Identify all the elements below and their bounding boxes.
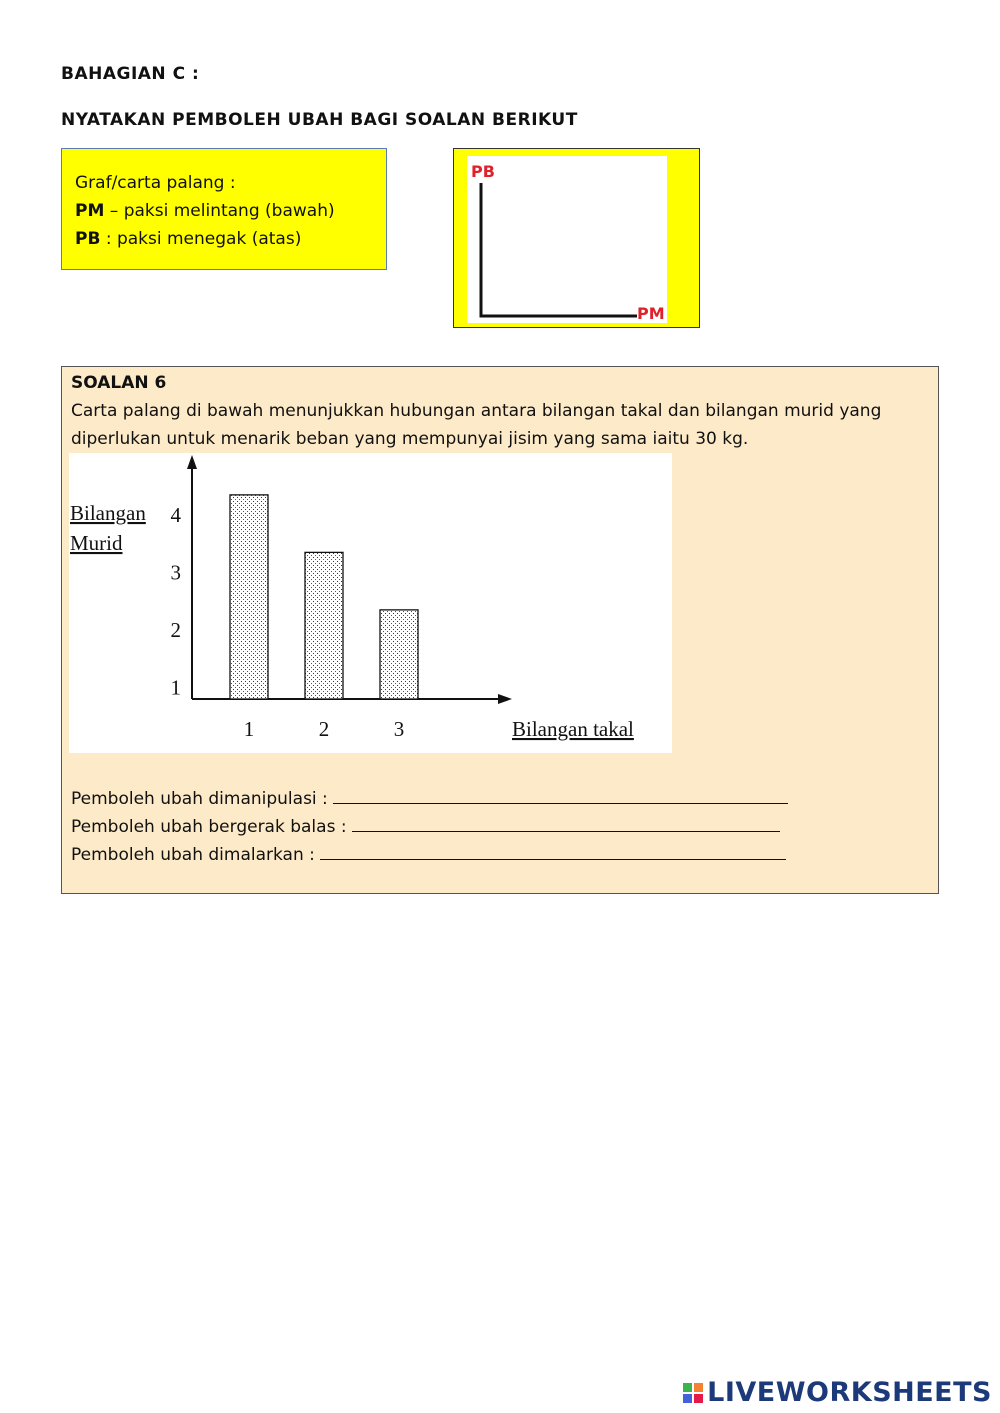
liveworksheets-logo xyxy=(683,1377,992,1408)
bar-chart xyxy=(69,453,672,753)
axis-diagram-canvas xyxy=(467,156,667,323)
manipulated-variable-label: Pemboleh ubah dimanipulasi : xyxy=(71,789,334,809)
y-tick-label: 3 xyxy=(170,560,181,585)
instruction-heading: NYATAKAN PEMBOLEH UBAH BAGI SOALAN BERIKUT xyxy=(61,110,578,130)
info-line-pm xyxy=(75,197,386,225)
pm-description: – paksi melintang (bawah) xyxy=(104,201,335,221)
y-axis-arrow xyxy=(187,455,197,469)
pm-abbrev: PM xyxy=(75,201,105,221)
responding-variable-blank[interactable] xyxy=(352,813,780,832)
responding-variable-label: Pemboleh ubah bergerak balas : xyxy=(71,817,352,837)
bar xyxy=(305,552,343,699)
info-line-1: Graf/carta palang : xyxy=(75,173,236,193)
x-tick-label: 3 xyxy=(393,717,405,741)
question-title: SOALAN 6 xyxy=(71,373,167,393)
section-title: BAHAGIAN C : xyxy=(61,64,200,84)
x-axis-label: Bilangan takal xyxy=(512,717,634,741)
bar xyxy=(380,610,418,699)
bar xyxy=(230,495,268,699)
y-axis-label: Murid xyxy=(70,531,123,555)
info-box xyxy=(61,148,387,270)
y-axis-label: Bilangan xyxy=(70,501,146,525)
x-tick-label: 2 xyxy=(318,717,330,741)
question-box xyxy=(61,366,939,894)
controlled-variable-row xyxy=(71,841,786,865)
question-text-line-2: diperlukan untuk menarik beban yang mempunyai jisim yang sama iaitu 30 kg. xyxy=(71,429,749,449)
manipulated-variable-blank[interactable] xyxy=(333,785,788,804)
pb-abbrev: PB xyxy=(75,229,101,249)
controlled-variable-blank[interactable] xyxy=(320,841,786,860)
y-tick-label: 4 xyxy=(170,503,181,527)
axis-y-label: PB xyxy=(471,162,495,181)
x-axis-arrow xyxy=(498,694,512,704)
brand-name: LIVEWORKSHEETS xyxy=(707,1377,992,1408)
controlled-variable-label: Pemboleh ubah dimalarkan : xyxy=(71,845,321,865)
question-text-line-1: Carta palang di bawah menunjukkan hubungan antara bilangan takal dan bilangan murid yang xyxy=(71,401,882,421)
axis-x-label: PM xyxy=(637,304,665,323)
pb-description: : paksi menegak (atas) xyxy=(100,229,302,249)
logo-grid-icon xyxy=(683,1383,703,1403)
x-tick-label: 1 xyxy=(243,717,255,741)
responding-variable-row xyxy=(71,813,780,837)
info-line-pb xyxy=(75,225,386,253)
manipulated-variable-row xyxy=(71,785,788,809)
axis-lines xyxy=(467,156,667,323)
y-tick-label: 2 xyxy=(170,618,181,642)
y-tick-label: 1 xyxy=(170,675,181,700)
axis-diagram xyxy=(453,148,700,328)
bar-chart-svg xyxy=(69,453,672,753)
